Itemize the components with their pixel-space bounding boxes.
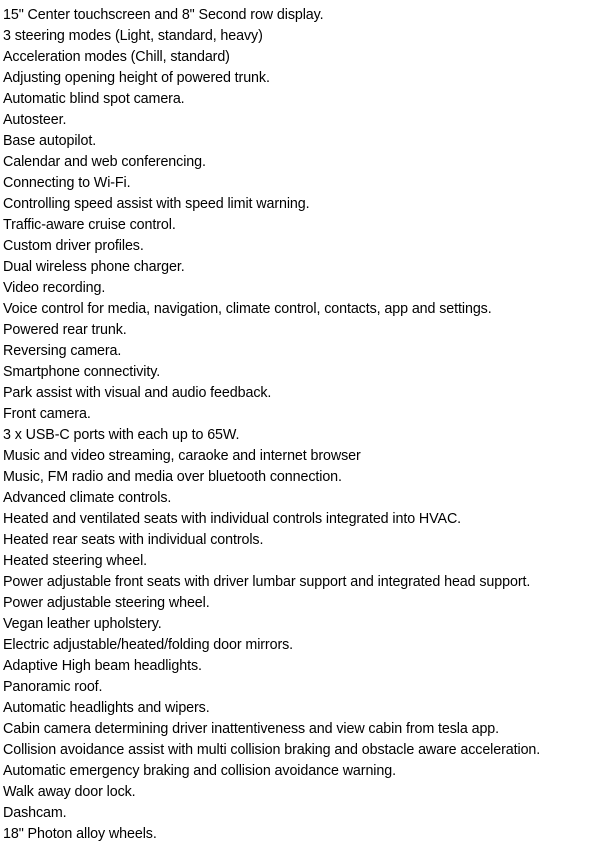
feature-line: Park assist with visual and audio feedback. [3,385,272,401]
feature-line: Adaptive High beam headlights. [3,658,202,674]
feature-line: Voice control for media, navigation, climate control, contacts, app and settings. [3,301,492,317]
feature-line: Adjusting opening height of powered trunk. [3,70,270,86]
feature-line: Automatic headlights and wipers. [3,700,210,716]
feature-line: Music and video streaming, caraoke and internet browser [3,448,361,464]
feature-line: Music, FM radio and media over bluetooth connection. [3,469,342,485]
feature-line: Panoramic roof. [3,679,103,695]
feature-line: Dual wireless phone charger. [3,259,185,275]
feature-line: Walk away door lock. [3,784,136,800]
feature-line: Smartphone connectivity. [3,364,161,380]
feature-line: Automatic emergency braking and collision avoidance warning. [3,763,396,779]
feature-line: Video recording. [3,280,106,296]
feature-line: Acceleration modes (Chill, standard) [3,49,230,65]
feature-line: 3 steering modes (Light, standard, heavy) [3,28,263,44]
feature-line: Reversing camera. [3,343,122,359]
feature-line: Front camera. [3,406,91,422]
feature-line: Base autopilot. [3,133,97,149]
feature-line: Powered rear trunk. [3,322,127,338]
feature-line: Collision avoidance assist with multi collision braking and obstacle aware acceleration. [3,742,541,758]
feature-line: Automatic blind spot camera. [3,91,185,107]
feature-line: Vegan leather upholstery. [3,616,162,632]
feature-line: Electric adjustable/heated/folding door mirrors. [3,637,294,653]
feature-line: Cabin camera determining driver inattentiveness and view cabin from tesla app. [3,721,500,737]
feature-line: Controlling speed assist with speed limit warning. [3,196,310,212]
feature-line: Advanced climate controls. [3,490,172,506]
feature-line: Power adjustable front seats with driver lumbar support and integrated head support. [3,574,531,590]
feature-line: Power adjustable steering wheel. [3,595,210,611]
feature-line: Autosteer. [3,112,67,128]
feature-line: Heated rear seats with individual controls. [3,532,264,548]
feature-line: Traffic-aware cruise control. [3,217,176,233]
feature-line: 15" Center touchscreen and 8" Second row display. [3,7,324,23]
feature-line: Dashcam. [3,805,67,821]
feature-line: Heated and ventilated seats with individual controls integrated into HVAC. [3,511,462,527]
feature-list [3,5,607,845]
feature-line: Calendar and web conferencing. [3,154,206,170]
feature-line: 18" Photon alloy wheels. [3,826,157,842]
feature-line: Heated steering wheel. [3,553,148,569]
feature-line: Connecting to Wi-Fi. [3,175,131,191]
feature-line: 3 x USB-C ports with each up to 65W. [3,427,240,443]
feature-line: Custom driver profiles. [3,238,144,254]
